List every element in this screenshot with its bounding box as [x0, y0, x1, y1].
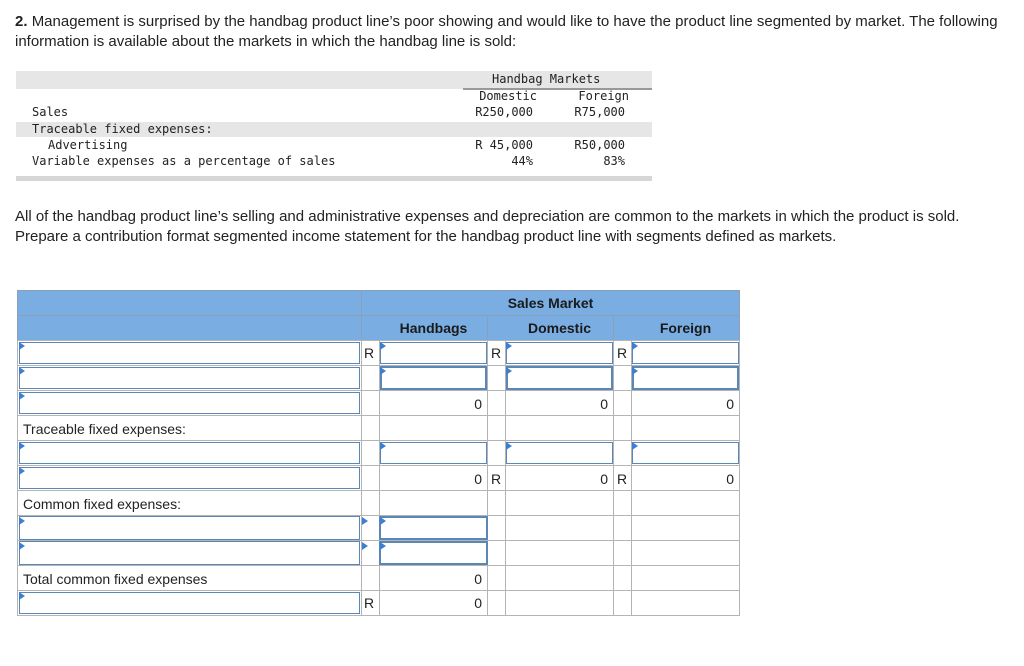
input-marker-icon	[632, 342, 638, 350]
question-text	[15, 12, 1015, 52]
instruction-text: All of the handbag product line’s selling and administrative expenses and depreciation are common to the markets in which the product is sold. Prepare a contribution format segmented income statement for the handbag product line with segments defined as markets.	[15, 208, 960, 245]
row2-handbags-input[interactable]	[380, 366, 487, 390]
input-marker-icon	[19, 467, 25, 475]
info-variable-domestic: 44%	[511, 154, 533, 168]
row2-label-input[interactable]	[19, 367, 360, 389]
row-divider	[17, 440, 740, 441]
row1-handbags-currency: R	[364, 345, 375, 361]
input-marker-icon	[362, 542, 368, 550]
row1-domestic-currency: R	[491, 345, 502, 361]
info-traceable-label: Traceable fixed expenses:	[32, 122, 213, 136]
total-common-fixed-label: Total common fixed expenses	[23, 571, 208, 587]
input-marker-icon	[632, 367, 638, 375]
row3-foreign-value: 0	[726, 396, 734, 412]
row1-label-input[interactable]	[19, 342, 360, 364]
row1-handbags-input[interactable]	[380, 342, 487, 364]
input-marker-icon	[19, 517, 25, 525]
row8-label-input[interactable]	[19, 516, 360, 540]
input-marker-icon	[19, 442, 25, 450]
row6-domestic-currency: R	[491, 471, 502, 487]
input-marker-icon	[19, 542, 25, 550]
col-foreign-header: Foreign	[659, 320, 712, 336]
row3-label-input[interactable]	[19, 392, 360, 414]
row-divider	[17, 390, 740, 391]
row8-handbags-input[interactable]	[379, 516, 488, 540]
input-marker-icon	[506, 442, 512, 450]
row1-domestic-input[interactable]	[506, 342, 613, 364]
row1-foreign-input[interactable]	[632, 342, 739, 364]
input-marker-icon	[19, 342, 25, 350]
input-marker-icon	[380, 517, 386, 525]
row3-domestic-value: 0	[600, 396, 608, 412]
segmented-income-statement	[17, 290, 740, 616]
row3-handbags-value: 0	[474, 396, 482, 412]
input-marker-icon	[380, 342, 386, 350]
common-fixed-label: Common fixed expenses:	[23, 496, 181, 512]
input-marker-icon	[19, 392, 25, 400]
row11-label-input[interactable]	[19, 592, 360, 614]
info-col-foreign: Foreign	[578, 89, 629, 103]
info-sales-domestic: R250,000	[475, 105, 533, 119]
row-divider	[17, 565, 740, 566]
row1-foreign-currency: R	[617, 345, 628, 361]
market-info-table	[16, 71, 652, 182]
info-advertising-foreign: R50,000	[574, 138, 625, 152]
col-handbags-header: Handbags	[399, 320, 468, 336]
total-common-handbags-value: 0	[474, 571, 482, 587]
input-marker-icon	[380, 367, 386, 375]
row6-domestic-value: 0	[600, 471, 608, 487]
row2-foreign-input[interactable]	[632, 366, 739, 390]
row-divider	[17, 415, 740, 416]
input-marker-icon	[380, 542, 386, 550]
info-col-domestic: Domestic	[479, 89, 537, 103]
info-variable-foreign: 83%	[603, 154, 625, 168]
input-marker-icon	[506, 367, 512, 375]
input-marker-icon	[19, 367, 25, 375]
header-label-cell-2	[17, 315, 362, 341]
col-domestic-header: Domestic	[527, 320, 592, 336]
traceable-fixed-label: Traceable fixed expenses:	[23, 421, 186, 437]
input-marker-icon	[506, 342, 512, 350]
row11-handbags-currency: R	[364, 595, 375, 611]
handbags-currency-column	[361, 340, 380, 616]
input-marker-icon	[380, 442, 386, 450]
input-marker-icon	[632, 442, 638, 450]
row6-label-input[interactable]	[19, 467, 360, 489]
row2-domestic-input[interactable]	[506, 366, 613, 390]
row5-handbags-input[interactable]	[380, 442, 487, 464]
question-number: 2.	[15, 13, 28, 30]
row9-handbags-input[interactable]	[379, 541, 488, 565]
question-body: Management is surprised by the handbag product line’s poor showing and would like to have the product line segmented by market. The following information is available about the markets in which the handbag line is sold:	[15, 13, 998, 50]
row5-label-input[interactable]	[19, 442, 360, 464]
row-divider	[17, 465, 740, 466]
sales-market-header: Sales Market	[507, 295, 594, 311]
row-divider	[17, 490, 740, 491]
info-variable-label: Variable expenses as a percentage of sales	[32, 154, 336, 168]
input-marker-icon	[362, 517, 368, 525]
row11-handbags-value: 0	[474, 595, 482, 611]
row6-foreign-currency: R	[617, 471, 628, 487]
row5-foreign-input[interactable]	[632, 442, 739, 464]
row5-domestic-input[interactable]	[506, 442, 613, 464]
info-advertising-label: Advertising	[48, 138, 128, 152]
row6-handbags-value: 0	[474, 471, 482, 487]
info-bottom-band	[16, 176, 652, 181]
row-divider	[17, 590, 740, 591]
input-marker-icon	[19, 592, 25, 600]
info-sales-foreign: R75,000	[574, 105, 625, 119]
info-advertising-domestic: R 45,000	[475, 138, 533, 152]
info-sales-label: Sales	[32, 105, 69, 119]
row9-label-input[interactable]	[19, 541, 360, 565]
row6-foreign-value: 0	[726, 471, 734, 487]
info-group-header: Handbag Markets	[492, 72, 601, 86]
header-label-cell-1	[17, 290, 362, 316]
